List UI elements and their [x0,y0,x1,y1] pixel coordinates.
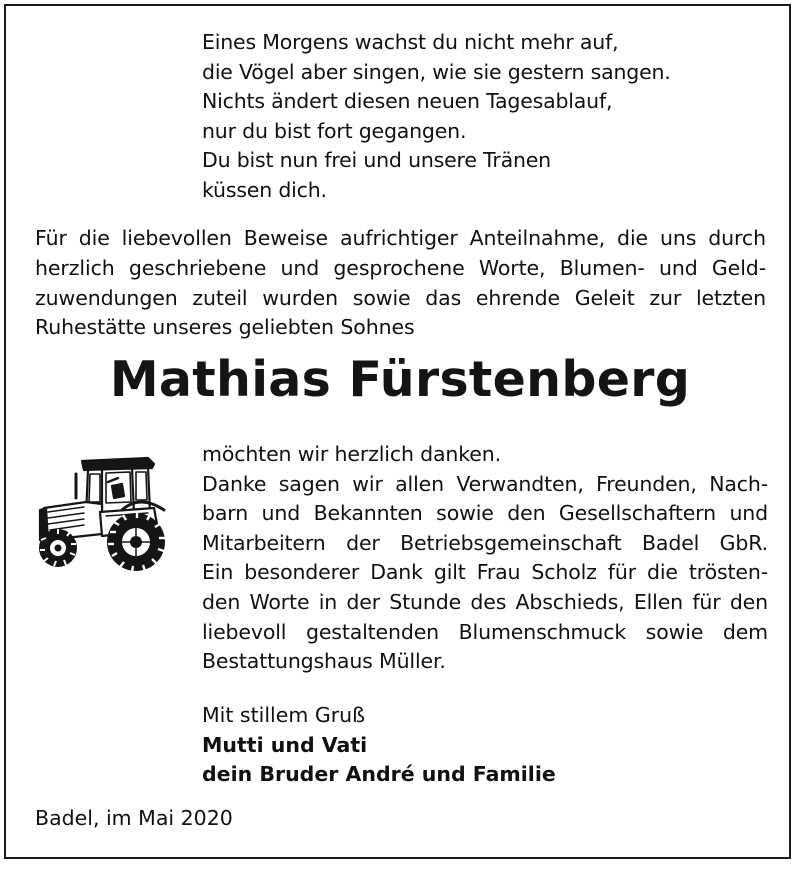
intro-line: Für die liebevollen Beweise aufrichtiger Anteilnahme, die uns durch [35,226,766,250]
place-date: Badel, im Mai 2020 [35,806,233,830]
poem-line: Eines Morgens wachst du nicht mehr auf, [202,30,619,54]
thanks-line: möchten wir herzlich danken. [202,442,501,466]
poem-line: nur du bist fort gegangen. [202,118,467,143]
signer-parents: Mutti und Vati [202,732,368,757]
thanks-line: Bestattungshaus Müller. [202,649,446,674]
intro-line: herzlich geschriebene und gesprochene Worte, Blumen- und Geld- [35,255,766,280]
thanks-line: Danke sagen wir allen Verwandten, Freunden, Nach- [202,471,768,496]
thanks-line: barn und Bekannten sowie den Gesellschaftern und [202,501,768,526]
poem [202,28,671,205]
signer-brother: dein Bruder André und Familie [202,762,556,786]
tractor-icon [36,452,174,574]
intro-paragraph [35,224,766,343]
closing-greeting: Mit stillem Gruß [202,703,366,727]
poem-line: die Vögel aber singen, wie sie gestern sangen. [202,59,671,84]
thanks-line: Mitarbeitern der Betriebsgemeinschaft Badel GbR. [202,530,768,555]
poem-line: küssen dich. [202,177,327,202]
deceased-name: Mathias Fürstenberg [109,351,691,408]
closing-block [202,701,556,790]
thanks-line: Ein besonderer Dank gilt Frau Scholz für die trösten- [202,560,768,585]
intro-line: Ruhestätte unseres geliebten Sohnes [35,315,415,340]
intro-line: zuwendungen zuteil wurden sowie das ehrende Geleit zur letzten [35,285,766,310]
poem-line: Du bist nun frei und unsere Tränen [202,148,551,172]
thanks-line: liebevoll gestaltenden Blumenschmuck sowie dem [202,619,768,644]
poem-line: Nichts ändert diesen neuen Tagesablauf, [202,89,613,113]
thanks-line: den Worte in der Stunde des Abschieds, Ellen für den [202,589,768,614]
thanks-paragraph [202,440,768,677]
